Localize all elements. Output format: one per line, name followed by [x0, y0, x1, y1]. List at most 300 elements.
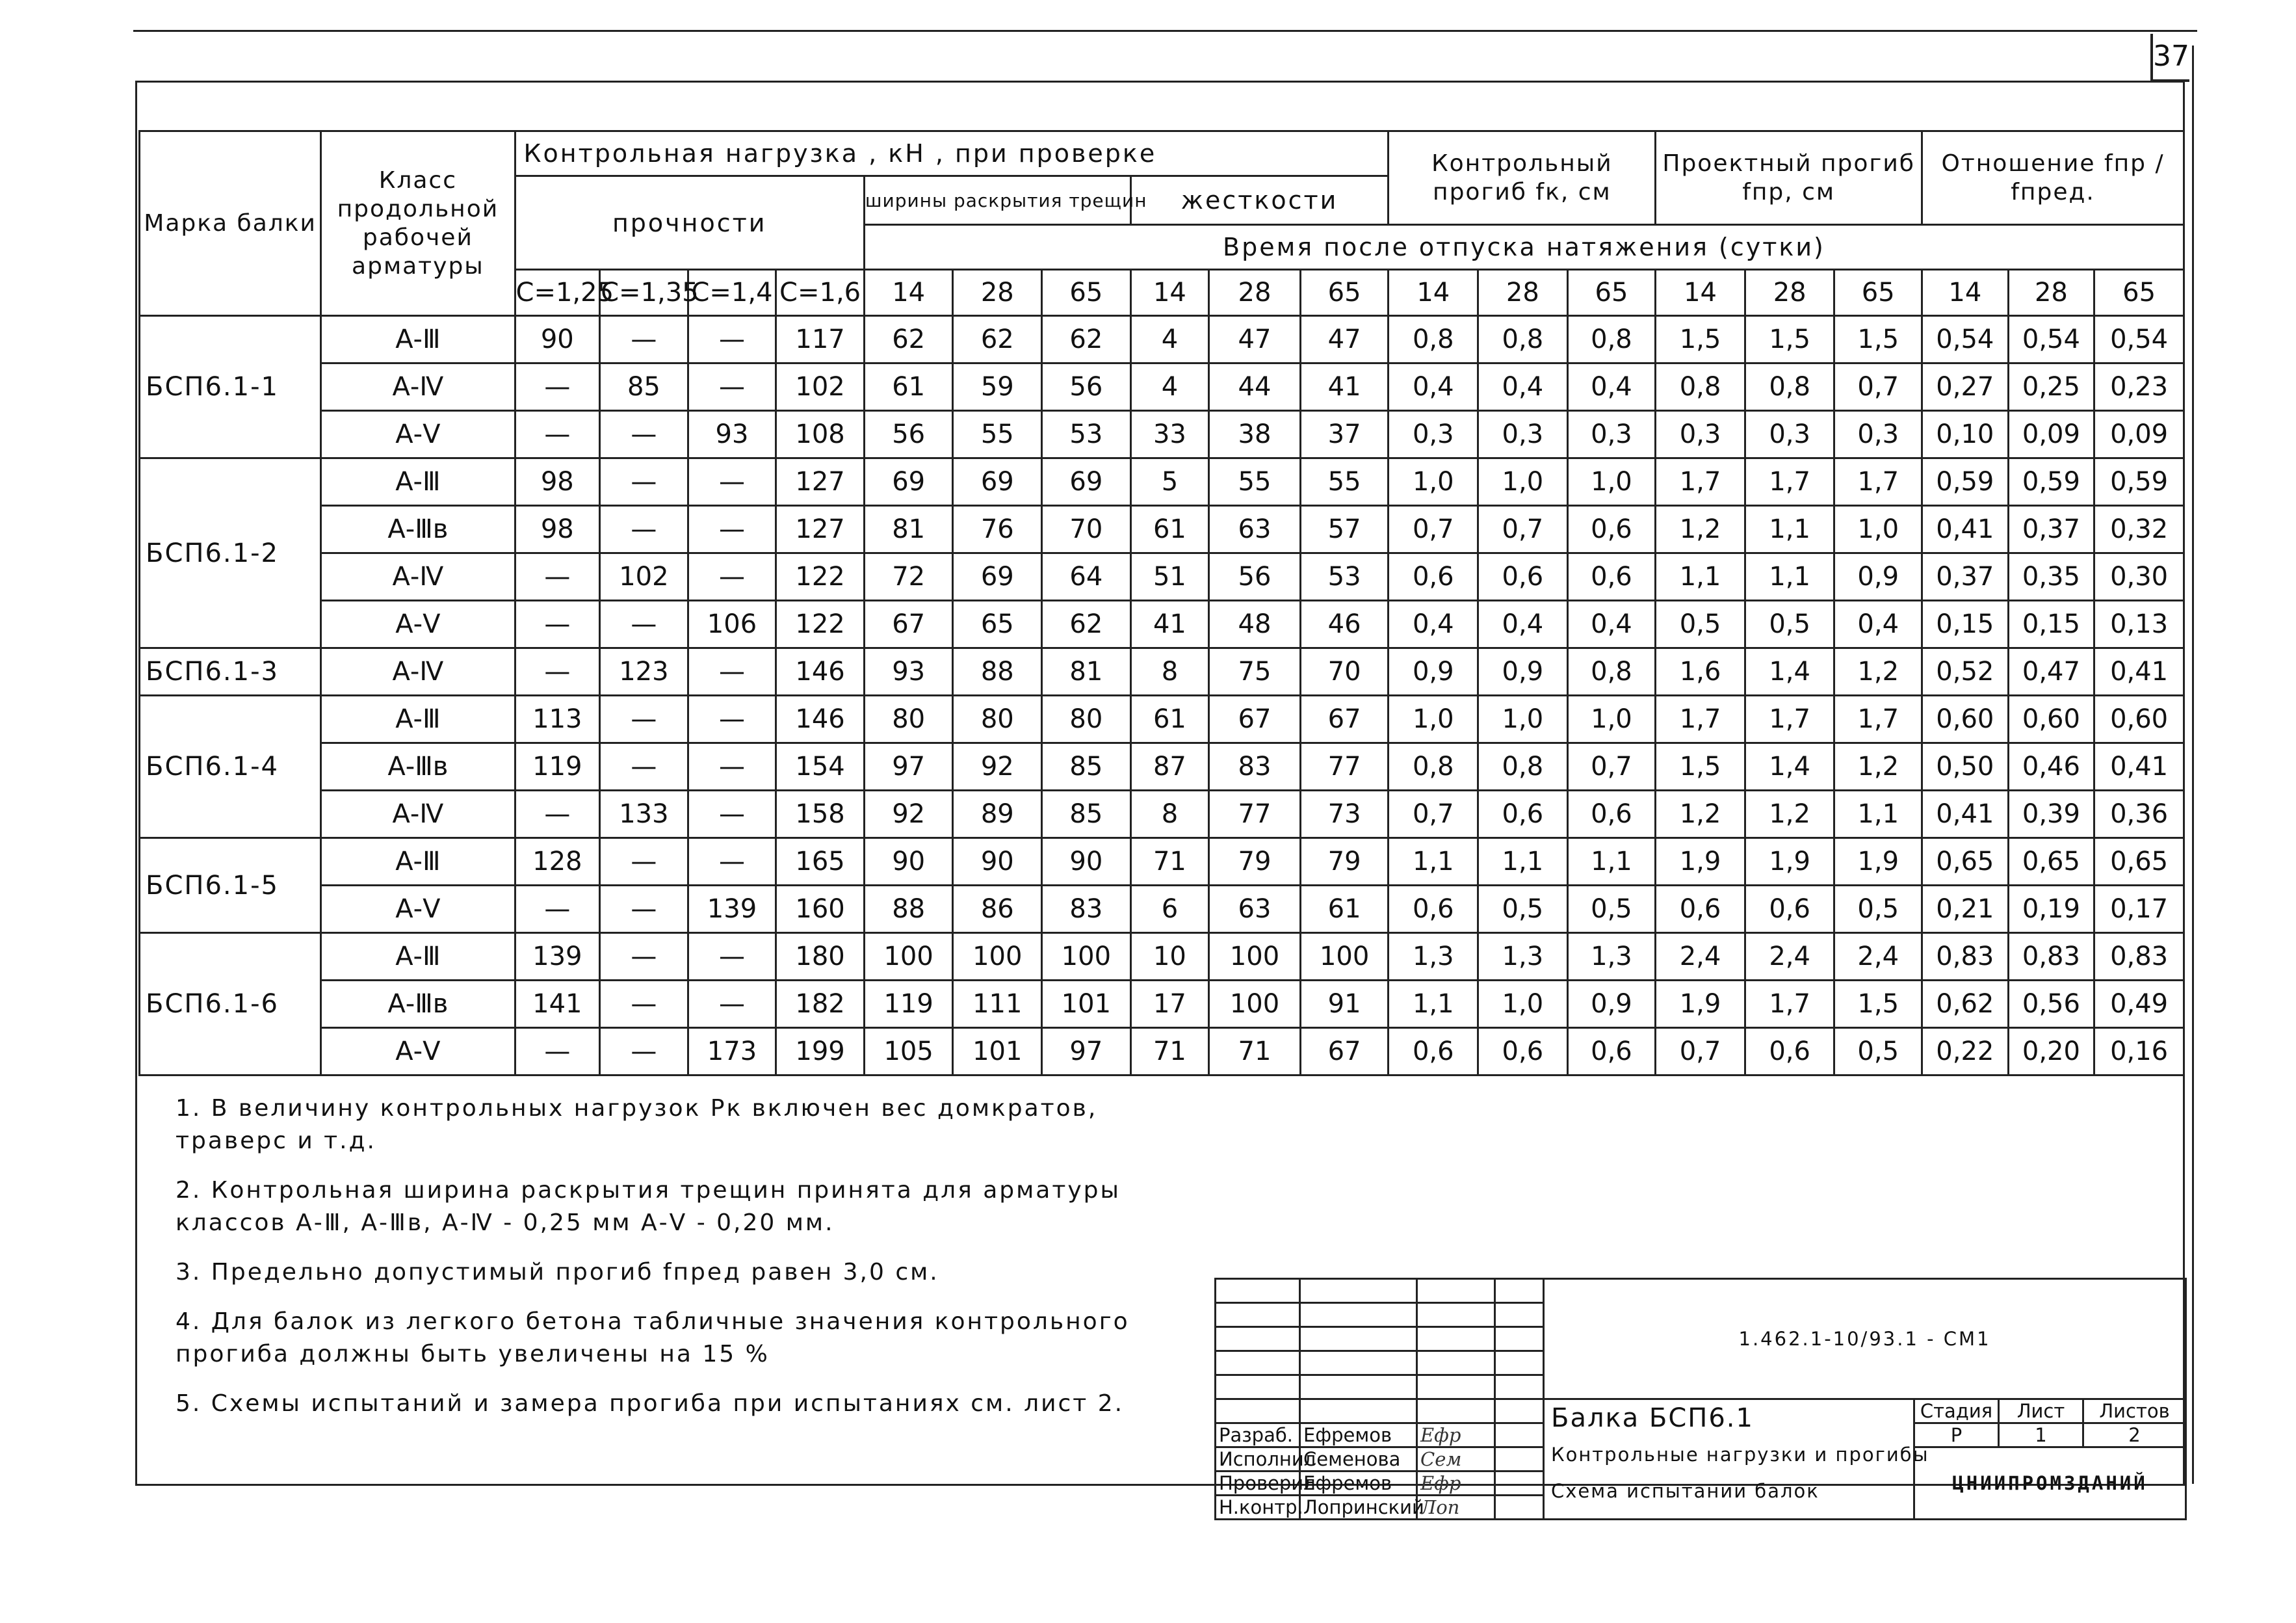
table-cell: 0,59: [2094, 458, 2184, 506]
header-day: 14: [1656, 270, 1745, 316]
table-cell: 133: [600, 791, 688, 838]
table-cell: 85: [600, 363, 688, 411]
table-cell: 0,60: [2094, 696, 2184, 743]
table-cell: 102: [776, 363, 865, 411]
table-cell: 97: [1042, 1028, 1131, 1075]
table-cell: 1,9: [1745, 838, 1834, 886]
table-cell: 86: [953, 886, 1042, 933]
table-cell: 1,7: [1745, 458, 1834, 506]
table-cell: 75: [1209, 648, 1301, 696]
table-cell: 154: [776, 743, 865, 791]
table-cell: 139: [688, 886, 776, 933]
table-cell: 0,36: [2094, 791, 2184, 838]
table-cell: 0,6: [1567, 1028, 1656, 1075]
table-cell: 47: [1300, 316, 1389, 363]
table-cell: 62: [1042, 601, 1131, 648]
table-body: [140, 316, 2184, 1075]
table-cell: —: [600, 933, 688, 981]
table-cell: —: [515, 1028, 600, 1075]
beam-mark: БСП6.1-5: [140, 838, 321, 933]
table-cell: 90: [864, 838, 953, 886]
table-cell: 10: [1130, 933, 1209, 981]
table-cell: 100: [1300, 933, 1389, 981]
stamp-empty-cell: [1417, 1399, 1495, 1423]
table-cell: 0,19: [2008, 886, 2094, 933]
signature: Лоп: [1417, 1496, 1495, 1520]
table-cell: 1,7: [1834, 696, 1922, 743]
table-cell: 1,0: [1834, 506, 1922, 553]
table-cell: 71: [1130, 838, 1209, 886]
table-cell: 1,1: [1834, 791, 1922, 838]
table-cell: 63: [1209, 506, 1301, 553]
header-day: 28: [1745, 270, 1834, 316]
table-cell: 0,8: [1656, 363, 1745, 411]
table-cell: 141: [515, 981, 600, 1028]
table-cell: 17: [1130, 981, 1209, 1028]
table-cell: —: [600, 411, 688, 458]
table-cell: 0,15: [2008, 601, 2094, 648]
table-cell: 1,2: [1834, 743, 1922, 791]
header-day: 14: [1922, 270, 2009, 316]
table-cell: 8: [1130, 791, 1209, 838]
table-cell: 146: [776, 648, 865, 696]
table-cell: 0,5: [1567, 886, 1656, 933]
header-day: 28: [1478, 270, 1568, 316]
table-cell: 91: [1300, 981, 1389, 1028]
notes: [176, 1092, 1190, 1437]
table-cell: 6: [1130, 886, 1209, 933]
table-cell: 88: [953, 648, 1042, 696]
table-cell: 0,5: [1834, 1028, 1922, 1075]
table-cell: 0,4: [1478, 363, 1568, 411]
table-cell: 1,1: [1745, 506, 1834, 553]
table-cell: 139: [515, 933, 600, 981]
top-border-line: [133, 30, 2197, 32]
stamp-empty-cell: [1417, 1303, 1495, 1327]
table-cell: 89: [953, 791, 1042, 838]
table-cell: 1,5: [1656, 316, 1745, 363]
table-cell: 0,54: [2094, 316, 2184, 363]
table-row: [140, 316, 2184, 363]
title-block: [1214, 1278, 2187, 1520]
table-cell: 101: [1042, 981, 1131, 1028]
table-cell: 97: [864, 743, 953, 791]
table-cell: 0,54: [2008, 316, 2094, 363]
table-cell: 158: [776, 791, 865, 838]
stamp-role: Разраб.: [1216, 1423, 1300, 1447]
table-cell: 0,83: [2094, 933, 2184, 981]
table-cell: 0,22: [1922, 1028, 2009, 1075]
table-cell: —: [600, 506, 688, 553]
header-control-deflection: Контрольный прогиб fк, см: [1389, 131, 1656, 225]
table-cell: 1,0: [1567, 458, 1656, 506]
table-cell: 0,83: [2008, 933, 2094, 981]
table-cell: 0,6: [1478, 791, 1568, 838]
table-row: [140, 791, 2184, 838]
table-cell: 0,09: [2008, 411, 2094, 458]
header-c-value: С=1,25: [515, 270, 600, 316]
note-item: 2. Контрольная ширина раскрытия трещин принята для арматуры классов А-Ⅲ, А-Ⅲв, А-Ⅳ - 0,25 мм А-Ⅴ - 0,20 мм.: [176, 1177, 1121, 1236]
table-cell: 1,4: [1745, 743, 1834, 791]
table-cell: 108: [776, 411, 865, 458]
table-cell: 0,3: [1478, 411, 1568, 458]
table-cell: 71: [1209, 1028, 1301, 1075]
table-cell: 69: [953, 458, 1042, 506]
stamp-empty-cell: [1417, 1327, 1495, 1351]
table-cell: 69: [864, 458, 953, 506]
stamp-date: [1495, 1471, 1544, 1496]
stamp-empty-cell: [1300, 1303, 1417, 1327]
stamp-empty-cell: [1216, 1303, 1300, 1327]
table-cell: 100: [1042, 933, 1131, 981]
frame-left-line: [135, 81, 137, 1485]
table-cell: 92: [864, 791, 953, 838]
table-cell: 0,4: [1567, 601, 1656, 648]
table-row: [140, 506, 2184, 553]
table-cell: 1,2: [1834, 648, 1922, 696]
table-cell: 100: [1209, 933, 1301, 981]
table-cell: 1,1: [1656, 553, 1745, 601]
table-cell: 0,6: [1745, 886, 1834, 933]
table-cell: 1,0: [1478, 696, 1568, 743]
table-cell: 128: [515, 838, 600, 886]
table-row: [140, 933, 2184, 981]
table-cell: 69: [1042, 458, 1131, 506]
table-cell: 0,50: [1922, 743, 2009, 791]
table-row: [140, 601, 2184, 648]
table-row: [140, 981, 2184, 1028]
table-cell: 0,6: [1567, 506, 1656, 553]
table-row: [140, 363, 2184, 411]
stamp-empty-cell: [1495, 1279, 1544, 1303]
table-cell: 48: [1209, 601, 1301, 648]
stamp-empty-cell: [1417, 1351, 1495, 1375]
header-day: 28: [1209, 270, 1301, 316]
table-cell: —: [515, 553, 600, 601]
table-cell: 1,9: [1656, 981, 1745, 1028]
table-cell: 79: [1300, 838, 1389, 886]
stamp-empty-cell: [1495, 1327, 1544, 1351]
table-cell: 0,8: [1478, 743, 1568, 791]
table-cell: —: [600, 1028, 688, 1075]
table-cell: 0,3: [1567, 411, 1656, 458]
table-cell: 105: [864, 1028, 953, 1075]
table-cell: 77: [1300, 743, 1389, 791]
table-cell: 62: [953, 316, 1042, 363]
table-cell: 1,1: [1389, 981, 1478, 1028]
rebar-class: А-Ⅴ: [321, 601, 515, 648]
header-ratio: Отношение fпр / fпред.: [1922, 131, 2184, 225]
table-cell: 0,6: [1745, 1028, 1834, 1075]
table-cell: 119: [515, 743, 600, 791]
header-day: 14: [864, 270, 953, 316]
table-cell: 127: [776, 506, 865, 553]
stamp-empty-cell: [1495, 1303, 1544, 1327]
table-cell: 47: [1209, 316, 1301, 363]
rebar-class: А-Ⅴ: [321, 886, 515, 933]
table-cell: 182: [776, 981, 865, 1028]
table-cell: 76: [953, 506, 1042, 553]
table-cell: 0,41: [2094, 648, 2184, 696]
table-cell: 81: [1042, 648, 1131, 696]
table-cell: 100: [953, 933, 1042, 981]
table-row: [140, 1028, 2184, 1075]
table-cell: 1,3: [1567, 933, 1656, 981]
table-cell: 0,41: [2094, 743, 2184, 791]
table-cell: 79: [1209, 838, 1301, 886]
stamp-date: [1495, 1423, 1544, 1447]
table-cell: 100: [864, 933, 953, 981]
table-cell: 0,9: [1478, 648, 1568, 696]
sheet-value: 1: [1999, 1423, 2083, 1447]
table-cell: 165: [776, 838, 865, 886]
table-cell: 0,17: [2094, 886, 2184, 933]
table-cell: 1,7: [1656, 696, 1745, 743]
table-cell: 55: [1300, 458, 1389, 506]
control-loads-table: [138, 130, 2185, 1076]
table-cell: 80: [1042, 696, 1131, 743]
table-cell: 0,13: [2094, 601, 2184, 648]
table-cell: 0,83: [1922, 933, 2009, 981]
table-cell: 38: [1209, 411, 1301, 458]
stamp-empty-cell: [1300, 1375, 1417, 1399]
table-cell: 0,9: [1389, 648, 1478, 696]
table-cell: 113: [515, 696, 600, 743]
table-cell: 93: [864, 648, 953, 696]
table-cell: 70: [1042, 506, 1131, 553]
table-cell: 0,6: [1478, 1028, 1568, 1075]
table-cell: 41: [1300, 363, 1389, 411]
stamp-empty-cell: [1216, 1399, 1300, 1423]
table-cell: 71: [1130, 1028, 1209, 1075]
header-stiffness: жесткости: [1130, 176, 1389, 225]
table-cell: 0,8: [1567, 648, 1656, 696]
table-cell: —: [515, 411, 600, 458]
header-time-after-release: Время после отпуска натяжения (сутки): [864, 225, 2184, 270]
stamp-empty-cell: [1216, 1375, 1300, 1399]
table-cell: 122: [776, 601, 865, 648]
table-cell: 57: [1300, 506, 1389, 553]
beam-mark: БСП6.1-2: [140, 458, 321, 648]
table-cell: 0,4: [1389, 601, 1478, 648]
table-cell: —: [688, 506, 776, 553]
table-cell: 199: [776, 1028, 865, 1075]
table-cell: 0,7: [1567, 743, 1656, 791]
stamp-date: [1495, 1496, 1544, 1520]
table-cell: —: [600, 601, 688, 648]
table-cell: —: [600, 316, 688, 363]
table-cell: 62: [1042, 316, 1131, 363]
table-row: [140, 458, 2184, 506]
table-cell: 0,09: [2094, 411, 2184, 458]
note-item: 5. Схемы испытаний и замера прогиба при испытаниях см. лист 2.: [176, 1390, 1125, 1417]
table-cell: 77: [1209, 791, 1301, 838]
table-cell: —: [688, 791, 776, 838]
table-cell: 0,6: [1567, 553, 1656, 601]
rebar-class: А-Ⅲв: [321, 743, 515, 791]
header-mark: Марка балки: [140, 131, 321, 316]
table-cell: 33: [1130, 411, 1209, 458]
table-cell: 0,39: [2008, 791, 2094, 838]
table-cell: —: [515, 363, 600, 411]
table-cell: 98: [515, 506, 600, 553]
table-cell: 0,5: [1656, 601, 1745, 648]
table-cell: 0,4: [1389, 363, 1478, 411]
table-cell: 0,21: [1922, 886, 2009, 933]
table-cell: 0,9: [1834, 553, 1922, 601]
sheet-label: Лист: [1999, 1399, 2083, 1423]
drawing-title-line: Балка БСП6.1: [1551, 1403, 1754, 1433]
table-cell: 61: [1300, 886, 1389, 933]
table-cell: 1,9: [1834, 838, 1922, 886]
stamp-empty-cell: [1216, 1327, 1300, 1351]
table-cell: 0,8: [1478, 316, 1568, 363]
beam-mark: БСП6.1-6: [140, 933, 321, 1075]
table-cell: 1,7: [1745, 981, 1834, 1028]
table-cell: 69: [953, 553, 1042, 601]
rebar-class: А-Ⅲ: [321, 316, 515, 363]
table-cell: 1,5: [1656, 743, 1745, 791]
header-day: 14: [1389, 270, 1478, 316]
rebar-class: А-Ⅳ: [321, 648, 515, 696]
table-cell: 56: [1042, 363, 1131, 411]
table-cell: 92: [953, 743, 1042, 791]
table-cell: 62: [864, 316, 953, 363]
table-cell: 0,62: [1922, 981, 2009, 1028]
rebar-class: А-Ⅲ: [321, 838, 515, 886]
table-cell: 64: [1042, 553, 1131, 601]
stage-label: Стадия: [1914, 1399, 1999, 1423]
sheets-value: 2: [2083, 1423, 2186, 1447]
table-cell: 87: [1130, 743, 1209, 791]
header-day: 65: [2094, 270, 2184, 316]
table-cell: 0,56: [2008, 981, 2094, 1028]
table-cell: 56: [1209, 553, 1301, 601]
table-cell: 1,5: [1745, 316, 1834, 363]
table-cell: 4: [1130, 316, 1209, 363]
header-crack-width: ширины раскрытия трещин: [864, 176, 1130, 225]
table-cell: 61: [1130, 506, 1209, 553]
table-cell: 1,0: [1389, 696, 1478, 743]
table-cell: 1,7: [1745, 696, 1834, 743]
table-cell: 0,7: [1478, 506, 1568, 553]
table-cell: 51: [1130, 553, 1209, 601]
table-cell: 0,65: [2008, 838, 2094, 886]
table-cell: 119: [864, 981, 953, 1028]
table-cell: 0,3: [1656, 411, 1745, 458]
table-cell: 0,60: [1922, 696, 2009, 743]
table-cell: —: [688, 316, 776, 363]
table-cell: —: [688, 458, 776, 506]
table-cell: 0,47: [2008, 648, 2094, 696]
stamp-empty-cell: [1300, 1327, 1417, 1351]
stamp-empty-cell: [1300, 1279, 1417, 1303]
table-cell: 0,49: [2094, 981, 2184, 1028]
table-cell: 0,3: [1834, 411, 1922, 458]
table-cell: 0,59: [1922, 458, 2009, 506]
table-cell: 1,7: [1834, 458, 1922, 506]
table-cell: 0,65: [2094, 838, 2184, 886]
table-cell: 1,1: [1567, 838, 1656, 886]
header-day: 65: [1834, 270, 1922, 316]
table-cell: 0,15: [1922, 601, 2009, 648]
header-day: 28: [2008, 270, 2094, 316]
table-cell: 0,4: [1834, 601, 1922, 648]
table-cell: 1,7: [1656, 458, 1745, 506]
table-cell: 180: [776, 933, 865, 981]
table-cell: 1,5: [1834, 316, 1922, 363]
stage-value: Р: [1914, 1423, 1999, 1447]
frame-top-line: [135, 81, 2185, 83]
table-row: [140, 838, 2184, 886]
table-cell: 85: [1042, 743, 1131, 791]
table-cell: —: [688, 838, 776, 886]
table-cell: 123: [600, 648, 688, 696]
table-cell: 0,9: [1567, 981, 1656, 1028]
stamp-name: Семенова: [1300, 1447, 1417, 1471]
table-cell: 102: [600, 553, 688, 601]
table-cell: 0,46: [2008, 743, 2094, 791]
table-cell: 73: [1300, 791, 1389, 838]
rebar-class: А-Ⅳ: [321, 363, 515, 411]
stamp-empty-cell: [1495, 1375, 1544, 1399]
signature: Ефр: [1417, 1471, 1495, 1496]
table-cell: 0,6: [1478, 553, 1568, 601]
table-cell: —: [515, 648, 600, 696]
table-row: [140, 553, 2184, 601]
table-cell: 0,60: [2008, 696, 2094, 743]
table-cell: 1,1: [1745, 553, 1834, 601]
stamp-empty-cell: [1495, 1351, 1544, 1375]
signature: Сем: [1417, 1447, 1495, 1471]
table-cell: 2,4: [1834, 933, 1922, 981]
rebar-class: А-Ⅳ: [321, 553, 515, 601]
signature: Ефр: [1417, 1423, 1495, 1447]
table-cell: 61: [1130, 696, 1209, 743]
table-cell: —: [688, 696, 776, 743]
header-design-deflection: Проектный прогиб fпр, см: [1656, 131, 1922, 225]
table-cell: 55: [953, 411, 1042, 458]
table-cell: 0,5: [1834, 886, 1922, 933]
table-cell: 0,8: [1567, 316, 1656, 363]
table-cell: 0,54: [1922, 316, 2009, 363]
header-class: Класс продольной рабочей арматуры: [321, 131, 515, 316]
table-cell: 0,7: [1389, 791, 1478, 838]
table-cell: 80: [953, 696, 1042, 743]
table-cell: 1,3: [1478, 933, 1568, 981]
table-cell: 0,37: [1922, 553, 2009, 601]
table-cell: 0,37: [2008, 506, 2094, 553]
table-cell: 90: [515, 316, 600, 363]
beam-mark: БСП6.1-3: [140, 648, 321, 696]
header-day: 65: [1300, 270, 1389, 316]
header-strength: прочности: [515, 176, 864, 270]
table-cell: 1,2: [1656, 791, 1745, 838]
table-cell: 0,4: [1567, 363, 1656, 411]
stamp-name: Лопринский: [1300, 1496, 1417, 1520]
stamp-date: [1495, 1447, 1544, 1471]
table-cell: 0,5: [1745, 601, 1834, 648]
table-cell: 0,59: [2008, 458, 2094, 506]
table-cell: 53: [1042, 411, 1131, 458]
table-cell: —: [688, 363, 776, 411]
header-day: 14: [1130, 270, 1209, 316]
table-cell: 160: [776, 886, 865, 933]
header-day: 28: [953, 270, 1042, 316]
table-cell: 41: [1130, 601, 1209, 648]
table-cell: 0,3: [1389, 411, 1478, 458]
table-cell: 0,52: [1922, 648, 2009, 696]
